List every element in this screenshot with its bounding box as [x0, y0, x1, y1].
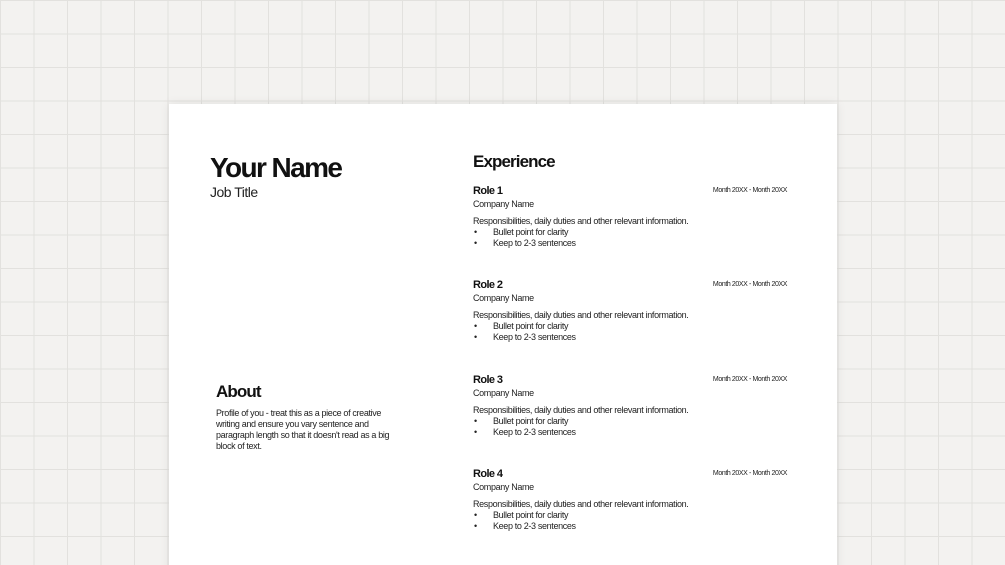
- bullet-item[interactable]: [473, 332, 576, 343]
- bullet-text: Bullet point for clarity: [493, 227, 569, 237]
- bullet-dot: •: [474, 332, 477, 342]
- bullet-text: Keep to 2-3 sentences: [493, 238, 576, 248]
- role-responsibilities[interactable]: Responsibilities, daily duties and other relevant information.: [473, 405, 689, 415]
- bullet-text: Keep to 2-3 sentences: [493, 332, 576, 342]
- bullet-dot: •: [474, 521, 477, 531]
- resume-name[interactable]: Your Name: [210, 152, 342, 183]
- role-dates[interactable]: Month 20XX - Month 20XX: [712, 281, 787, 288]
- bullet-item[interactable]: [473, 510, 576, 521]
- bullet-dot: •: [474, 416, 477, 426]
- bullet-text: Bullet point for clarity: [493, 416, 569, 426]
- company-name[interactable]: Company Name: [473, 482, 534, 492]
- role-title[interactable]: Role 3: [473, 374, 503, 386]
- role-title[interactable]: Role 1: [473, 185, 503, 197]
- bullet-dot: •: [474, 227, 477, 237]
- role-dates[interactable]: Month 20XX - Month 20XX: [712, 376, 787, 383]
- bullet-dot: •: [474, 238, 477, 248]
- bullet-list: [473, 227, 576, 249]
- role-title[interactable]: Role 4: [473, 468, 503, 480]
- experience-heading[interactable]: Experience: [473, 152, 555, 171]
- bullet-text: Bullet point for clarity: [493, 321, 569, 331]
- bullet-dot: •: [474, 510, 477, 520]
- resume-page: [169, 104, 837, 565]
- bullet-list: [473, 321, 576, 343]
- company-name[interactable]: Company Name: [473, 293, 534, 303]
- role-title[interactable]: Role 2: [473, 279, 503, 291]
- about-text[interactable]: Profile of you - treat this as a piece of creative writing and ensure you vary sentence and paragraph length so that it doesn't read as a big block of text.: [216, 408, 390, 451]
- bullet-text: Keep to 2-3 sentences: [493, 427, 576, 437]
- bullet-item[interactable]: [473, 238, 576, 249]
- about-heading[interactable]: About: [216, 382, 261, 401]
- company-name[interactable]: Company Name: [473, 388, 534, 398]
- job-title[interactable]: Job Title: [210, 184, 258, 200]
- role-dates[interactable]: Month 20XX - Month 20XX: [712, 470, 787, 477]
- company-name[interactable]: Company Name: [473, 199, 534, 209]
- bullet-item[interactable]: [473, 416, 576, 427]
- bullet-item[interactable]: [473, 321, 576, 332]
- role-responsibilities[interactable]: Responsibilities, daily duties and other relevant information.: [473, 216, 689, 226]
- bullet-list: [473, 510, 576, 532]
- role-dates[interactable]: Month 20XX - Month 20XX: [712, 187, 787, 194]
- bullet-item[interactable]: [473, 521, 576, 532]
- bullet-item[interactable]: [473, 227, 576, 238]
- bullet-item[interactable]: [473, 427, 576, 438]
- bullet-dot: •: [474, 321, 477, 331]
- role-responsibilities[interactable]: Responsibilities, daily duties and other relevant information.: [473, 310, 689, 320]
- bullet-text: Bullet point for clarity: [493, 510, 569, 520]
- bullet-list: [473, 416, 576, 438]
- bullet-text: Keep to 2-3 sentences: [493, 521, 576, 531]
- bullet-dot: •: [474, 427, 477, 437]
- role-responsibilities[interactable]: Responsibilities, daily duties and other relevant information.: [473, 499, 689, 509]
